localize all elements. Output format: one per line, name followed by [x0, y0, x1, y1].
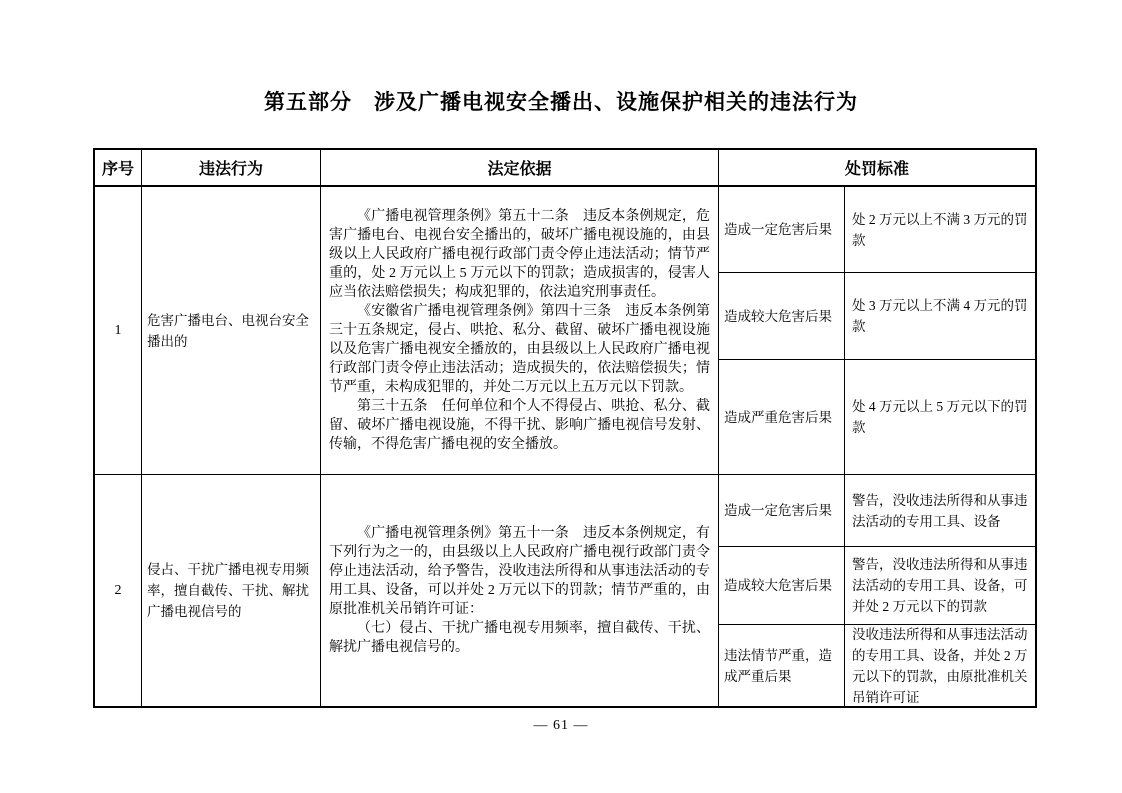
- penalty-condition-text: 造成较大危害后果: [724, 578, 832, 593]
- penalty-group: [719, 187, 1035, 474]
- penalty-subrow: [719, 272, 1035, 359]
- penalty-condition-cell: [719, 475, 845, 546]
- penalty-condition-cell: [719, 187, 845, 272]
- penalty-subrow: [719, 624, 1035, 706]
- violation-act-text: 侵占、干扰广播电视专用频率，擅自截传、干扰、解扰广播电视信号的: [147, 562, 309, 619]
- penalty-condition-cell: [719, 625, 845, 706]
- penalty-subrow: [719, 359, 1035, 474]
- seq-cell: 2: [95, 475, 142, 706]
- penalty-condition-text: 造成严重危害后果: [724, 409, 832, 425]
- legal-paragraph: （七）侵占、干扰广播电视专用频率，擅自截传、干扰、解扰广播电视信号的。: [329, 621, 710, 655]
- legal-paragraph: 《广播电视管理条例》第五十二条 违反本条例规定，危害广播电台、电视台安全播出的，破坏广播电视设施的，由县级以上人民政府广播电视行政部门责令停止违法活动；情节严重的，处 2 万元以上 5 万元以下的罚款；造成损害的，侵害人应当依法赔偿损失；构成犯罪的，依法追究刑事责任。: [329, 209, 710, 300]
- penalty-subrow: [719, 546, 1035, 624]
- violations-table: [93, 148, 1037, 708]
- seq-cell: 1: [95, 187, 142, 474]
- page-title: 第五部分 涉及广播电视安全播出、设施保护相关的违法行为: [264, 91, 858, 114]
- violation-act-cell: [142, 475, 321, 706]
- penalty-subrow: [719, 475, 1035, 546]
- page-number: — 61 —: [533, 718, 589, 733]
- penalty-standard-cell: [845, 547, 1035, 624]
- header-cell-seq: 序号: [95, 150, 142, 185]
- penalty-standard-cell: [845, 187, 1035, 272]
- legal-paragraph: 第三十五条 任何单位和个人不得侵占、哄抢、私分、截留、破坏广播电视设施，不得干扰、影响广播电视信号发射、传输，不得危害广播电视的安全播放。: [329, 399, 710, 452]
- violation-act-cell: [142, 187, 321, 474]
- penalty-standard-text: 没收违法所得和从事违法活动的专用工具、设备，并处 2 万元以下的罚款，由原批准机关吊销许可证: [852, 626, 1028, 705]
- penalty-condition-cell: [719, 360, 845, 474]
- penalty-condition-cell: [719, 547, 845, 624]
- penalty-condition-text: 违法情节严重，造成严重后果: [724, 647, 832, 684]
- legal-basis-cell: [321, 187, 719, 474]
- penalty-standard-text: 处 2 万元以上不满 3 万元的罚款: [852, 211, 1028, 248]
- penalty-condition-text: 造成较大危害后果: [724, 308, 832, 324]
- legal-paragraph: 《安徽省广播电视管理条例》第四十三条 违反本条例第三十五条规定，侵占、哄抢、私分、截留、破坏广播电视设施以及危害广播电视安全播放的，由县级以上人民政府广播电视行政部门责令停止违法活动；造成损失的，依法赔偿损失；情节严重，未构成犯罪的，并处二万元以上五万元以下罚款。: [329, 304, 710, 395]
- penalty-condition-cell: [719, 273, 845, 359]
- legal-basis-cell: [321, 475, 719, 706]
- penalty-standard-text: 警告，没收违法所得和从事违法活动的专用工具、设备，可并处 2 万元以下的罚款: [852, 557, 1028, 614]
- penalty-standard-cell: [845, 625, 1035, 706]
- table-row: [95, 187, 1035, 474]
- penalty-standard-text: 警告，没收违法所得和从事违法活动的专用工具、设备: [852, 492, 1028, 529]
- header-cell-legal-basis: 法定依据: [321, 150, 719, 185]
- penalty-standard-cell: [845, 475, 1035, 546]
- penalty-standard-cell: [845, 360, 1035, 474]
- legal-paragraph: 《广播电视管理条例》第五十一条 违反本条例规定，有下列行为之一的，由县级以上人民政府广播电视行政部门责令停止违法活动，给予警告，没收违法所得和从事违法活动的专用工具、设备，可以并处 2 万元以下的罚款；情节严重的，由原批准机关吊销许可证：: [329, 526, 710, 617]
- table-row: [95, 474, 1035, 706]
- header-cell-act: 违法行为: [142, 150, 321, 185]
- violation-act-text: 危害广播电台、电视台安全播出的: [147, 312, 309, 349]
- penalty-condition-text: 造成一定危害后果: [724, 222, 832, 237]
- table-header-row: [95, 150, 1035, 187]
- penalty-standard-text: 处 4 万元以上 5 万元以下的罚款: [852, 399, 1028, 435]
- penalty-group: [719, 475, 1035, 706]
- penalty-standard-text: 处 3 万元以上不满 4 万元的罚款: [852, 298, 1028, 334]
- header-cell-penalty: 处罚标准: [844, 161, 909, 178]
- penalty-condition-text: 造成一定危害后果: [724, 503, 832, 518]
- penalty-standard-cell: [845, 273, 1035, 359]
- penalty-subrow: [719, 187, 1035, 272]
